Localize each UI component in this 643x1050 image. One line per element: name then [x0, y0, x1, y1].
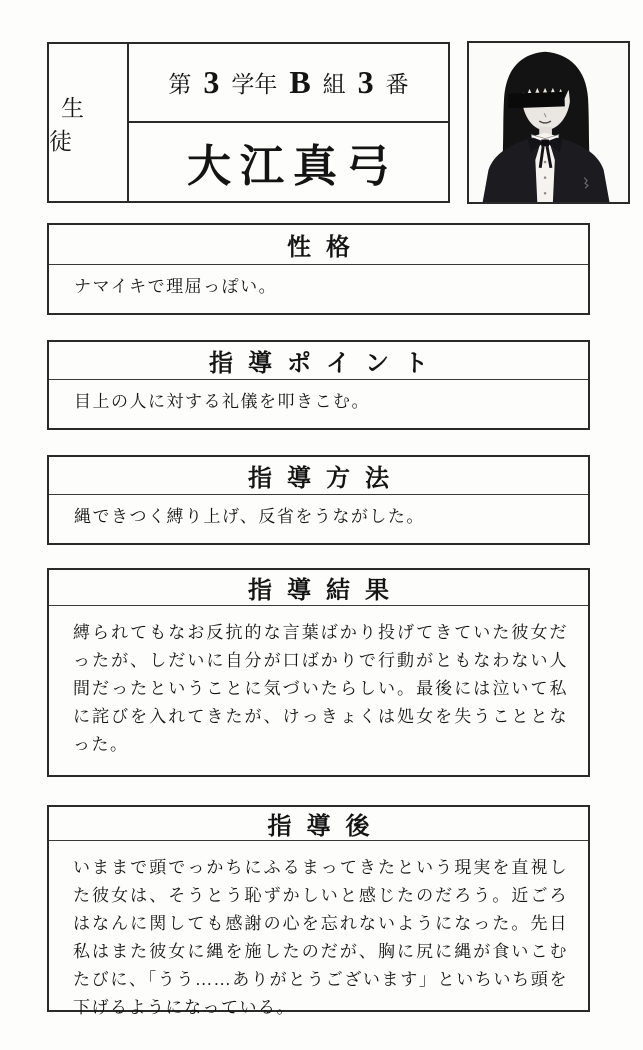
section-guidance-method-body: 縄できつく縛り上げ、反省をうながした。: [74, 507, 425, 526]
class-line-seat-label: 番: [385, 72, 409, 97]
section-after-guidance: [47, 805, 590, 1017]
section-guidance-method: [47, 455, 590, 545]
section-after-guidance-body: いままで頭でっかちにふるまってきたという現実を直視した彼女は、そうとう恥ずかしいと感じたのだろう。近ごろはなんに関しても感謝の心を忘れないようになった。先日私はまた彼女に縄を施したのだが、胸に尻に縄が食いこむたびに、「うう……ありがとうございます」といちいち頭を下げるようになっている。: [73, 858, 568, 1017]
student-role-cell: [49, 44, 129, 201]
student-photo-illustration: [469, 43, 628, 202]
section-guidance-result-title: 指導結果: [49, 570, 588, 606]
shirt-button-2: [544, 176, 547, 179]
shirt-button-3: [544, 192, 547, 195]
section-guidance-points: [47, 340, 590, 430]
student-name: 大江真弓: [187, 142, 399, 191]
censor-bar: [508, 92, 565, 109]
class-line-class-letter: B: [289, 64, 311, 100]
section-guidance-result: [47, 568, 590, 777]
student-class-line: [129, 44, 448, 123]
section-guidance-points-title: 指導ポイント: [49, 342, 588, 380]
class-line-class-label: 組: [322, 72, 346, 97]
section-personality-title: 性格: [49, 225, 588, 265]
student-card: [47, 42, 450, 203]
class-line-seat-number: 3: [357, 64, 374, 100]
section-guidance-result-body: 縛られてもなお反抗的な言葉ばかり投げてきていた彼女だったが、しだいに自分が口ばかりで行動がともなわない人間だったということに気づいたらしい。最後には泣いて私に詫びを入れてきたが、けっきょくは処女を失うこととなった。: [73, 623, 568, 754]
student-photo: [467, 41, 630, 204]
section-after-guidance-title: 指導後: [49, 807, 588, 841]
class-line-grade-number: 3: [203, 64, 220, 100]
class-line-prefix: 第: [168, 72, 192, 97]
ribbon-knot: [541, 140, 549, 147]
shirt-button-1: [544, 161, 547, 164]
section-personality-body: ナマイキで理屈っぽい。: [74, 277, 278, 296]
section-personality: [47, 223, 590, 315]
section-guidance-points-body: 目上の人に対する礼儀を叩きこむ。: [74, 392, 370, 411]
class-line-grade-label: 学年: [231, 72, 278, 97]
section-guidance-method-title: 指導方法: [49, 457, 588, 495]
student-role-label: 生徒: [49, 95, 96, 154]
student-card-right: [129, 44, 448, 201]
